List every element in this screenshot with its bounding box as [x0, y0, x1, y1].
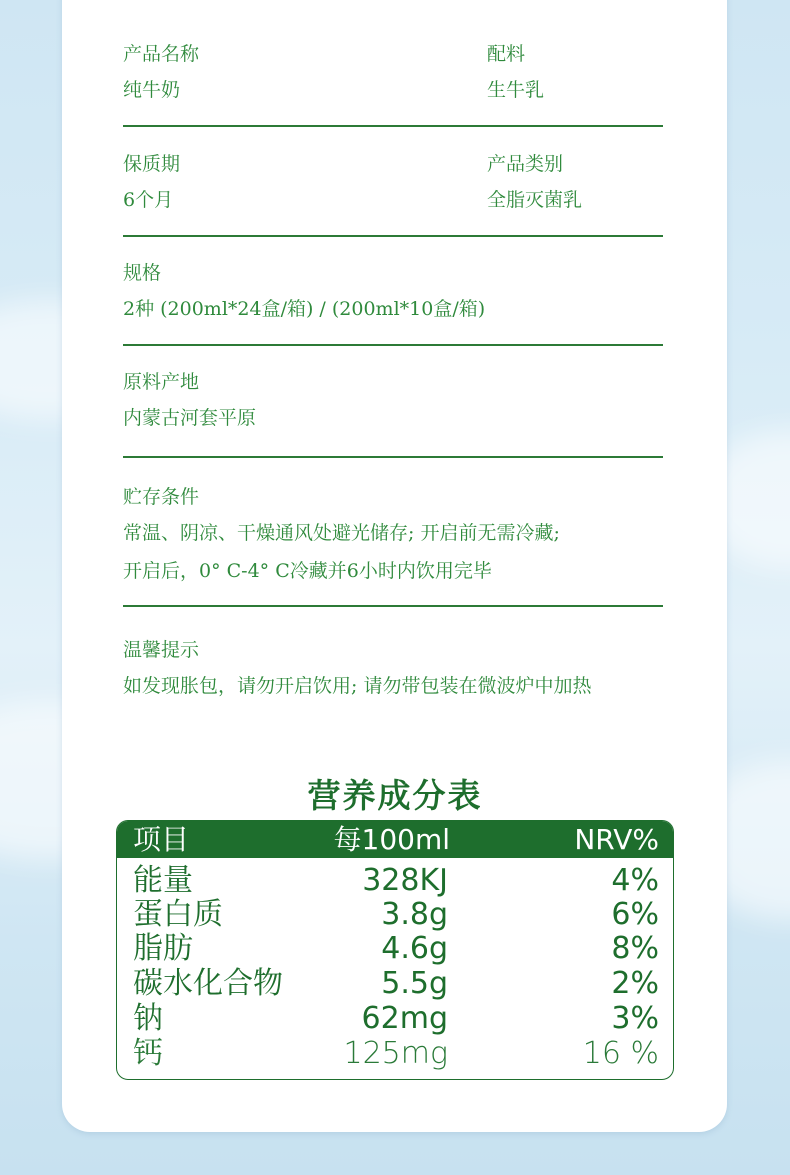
product-name-label: 产品名称: [123, 43, 200, 65]
nutrient-amount: 4.6g: [381, 931, 448, 966]
origin-value: 内蒙古河套平原: [123, 407, 257, 429]
header-item: 项目: [133, 823, 190, 856]
divider: [123, 344, 663, 346]
shelf-life-label: 保质期: [123, 153, 181, 175]
nutrient-nrv: 6%: [611, 897, 659, 932]
category-label: 产品类别: [487, 153, 564, 175]
nutrient-name: 能量: [133, 863, 193, 898]
storage-label: 贮存条件: [123, 486, 200, 508]
table-row: [117, 897, 673, 933]
nutrient-nrv: 4%: [611, 863, 659, 898]
nutrient-amount: 62mg: [361, 1001, 448, 1036]
nutrition-table-header: [117, 821, 673, 858]
nutrient-nrv: 3%: [611, 1001, 659, 1036]
origin-label: 原料产地: [123, 371, 200, 393]
nutrient-amount: 3.8g: [381, 897, 448, 932]
nutrient-name: 蛋白质: [133, 897, 223, 932]
nutrient-name: 钠: [133, 1001, 163, 1036]
nutrient-nrv: 16 %: [582, 1036, 659, 1071]
info-row-storage: [123, 485, 663, 583]
spec-label: 规格: [123, 262, 162, 284]
table-row: [117, 931, 673, 967]
shelf-life-value: 6个月: [123, 189, 174, 211]
info-row-spec: [123, 261, 663, 321]
divider: [123, 235, 663, 237]
tips-value: 如发现胀包，请勿开启饮用; 请勿带包装在微波炉中加热: [123, 675, 592, 697]
ingredients-value: 生牛乳: [487, 79, 545, 101]
nutrient-name: 脂肪: [133, 931, 193, 966]
ingredients-label: 配料: [487, 43, 526, 65]
nutrient-name: 碳水化合物: [133, 966, 283, 1001]
nutrient-amount: 125mg: [343, 1036, 448, 1071]
table-row: [117, 966, 673, 1002]
divider: [123, 605, 663, 607]
nutrition-table-title: 营养成分表: [307, 776, 483, 815]
header-nrv: NRV%: [574, 823, 659, 856]
product-name-value: 纯牛奶: [123, 79, 181, 101]
nutrition-table: [116, 820, 674, 1080]
category-value: 全脂灭菌乳: [487, 189, 583, 211]
tips-label: 温馨提示: [123, 639, 200, 661]
nutrient-amount: 328KJ: [362, 863, 448, 898]
header-per-100ml: 每100ml: [333, 823, 450, 856]
nutrient-amount: 5.5g: [381, 966, 448, 1001]
spec-value: 2种 (200ml*24盒/箱) / (200ml*10盒/箱): [123, 298, 486, 320]
divider: [123, 125, 663, 127]
nutrient-name: 钙: [133, 1036, 163, 1071]
info-row-origin: [123, 370, 663, 430]
divider: [123, 456, 663, 458]
nutrient-nrv: 8%: [611, 931, 659, 966]
storage-value-line1: 常温、阴凉、干燥通风处避光储存; 开启前无需冷藏;: [123, 522, 560, 544]
table-row: [117, 1001, 673, 1037]
nutrient-nrv: 2%: [611, 966, 659, 1001]
info-row-tips: [123, 638, 663, 698]
table-row: [117, 1036, 673, 1072]
storage-value-line2: 开启后，0° C-4° C冷藏并6小时内饮用完毕: [123, 560, 492, 582]
table-row: [117, 863, 673, 899]
